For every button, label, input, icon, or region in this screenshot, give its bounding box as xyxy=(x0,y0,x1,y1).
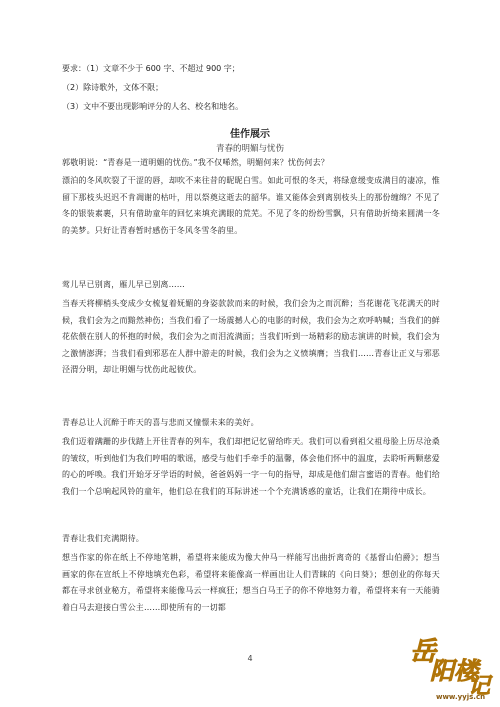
essay-title: 青春的明媚与忧伤 xyxy=(215,144,284,154)
paragraph-spring: 当春天将柳梢头变成少女梳复着妩媚的身姿款款而来的时候，我们会为之而沉醉；当花谢花飞花满天的时候，我们会为之而黯然神伤；当我们看了一场震撼人心的电影的时候，我们会为之欢呼呐喊；当我们的鲜花依偎在别人的怀抱的时候，我们会为之而泪流满面；当我们听到一场精彩的励志演讲的时候，我们会为之激情澎湃；当我们看到邪恶在人群中游走的时候，我们会为之义愤填膺；当我们……青春让正义与邪恶泾渭分明，却让明媚与忧伤此起彼伏。 xyxy=(62,299,440,374)
watermark-char-3: 记 xyxy=(468,674,491,699)
site-watermark-logo xyxy=(408,631,498,703)
paragraph-farewell: 莺儿早已别离，雁儿早已别离…… xyxy=(62,280,185,289)
requirement-line-2: （2）除诗歌外，文体不限； xyxy=(62,83,164,92)
requirement-line-3: （3）文中不要出现影响评分的人名、校名和地名。 xyxy=(62,102,244,111)
paragraph-dreams: 想当作家的你在纸上不停地笔耕，希望将来能成为像大仲马一样能写出曲折离奇的《基督山伯爵》；想当画家的你在宣纸上不停地填充色彩，希望将来能像高一样画出让人们青睐的《向日葵》；想创业的你每天都在寻求创业秘方，希望将来能像马云一样疯狂；想当白马王子的你不停地努力着，希望将来有一天能骑着白马去迎接白雪公主……即使所有的一切都 xyxy=(62,553,440,612)
paragraph-memories: 我们迈着蹒跚的步伐踏上开往青春的列车，我们却把记忆留给昨天。我们可以看到祖父祖母脸上历尽沧桑的皱纹，听到他们为我们哼唱的歌谣，感受与他们手牵手的温馨，体会他们怀中的温度，去聆听两颗慈爱的心的呼唤。我们开始牙牙学语的时候，爸爸妈妈一字一句的指导，却成是他们甜言蜜语的青春。他们给我们一个总响起风铃的童年，他们总在我们的耳际讲述一个个充满诱惑的童话，让我们在期待中成长。 xyxy=(62,437,440,496)
page-number: 4 xyxy=(247,654,253,663)
paragraph-winter: 漂泊的冬风吹裂了干涩的唇，却吹不来往昔的昵昵白雪。如此可恨的冬天，将绿意缓变成满目的凄凉，惟留下那枝头迟迟不肯凋谢的枯叶，用以祭奠这逝去的韶华。谁又能体会到离别枝头上的那份缠绵？不见了冬的银装素裹，只有借助童年的回忆来填充满眼的荒芜。不见了冬的纷纷雪飘，只有借助折绮来圆满一冬的美梦。只好让青春暂时感伤于冬风冬雪冬韵里。 xyxy=(62,176,440,235)
watermark-char-1: 岳 xyxy=(410,637,437,667)
paragraph-expectation: 青春让我们充满期待。 xyxy=(62,534,144,543)
section-heading: 佳作展示 xyxy=(230,129,270,140)
paragraph-yesterday: 青春总让人沉醉于昨天的喜与悲而又憧憬未来的美好。 xyxy=(62,418,259,427)
requirement-line-1: 要求：（1）文章不少于 600 字、不超过 900 字； xyxy=(62,64,240,73)
watermark-char-2: 阳楼 xyxy=(430,657,478,685)
watermark-url: www.yyjs.cn xyxy=(436,693,486,701)
paragraph-quote: 郭敬明说：“青春是一道明媚的忧伤。”我不仅唏然，明媚何来？忧伤何去？ xyxy=(62,158,329,167)
